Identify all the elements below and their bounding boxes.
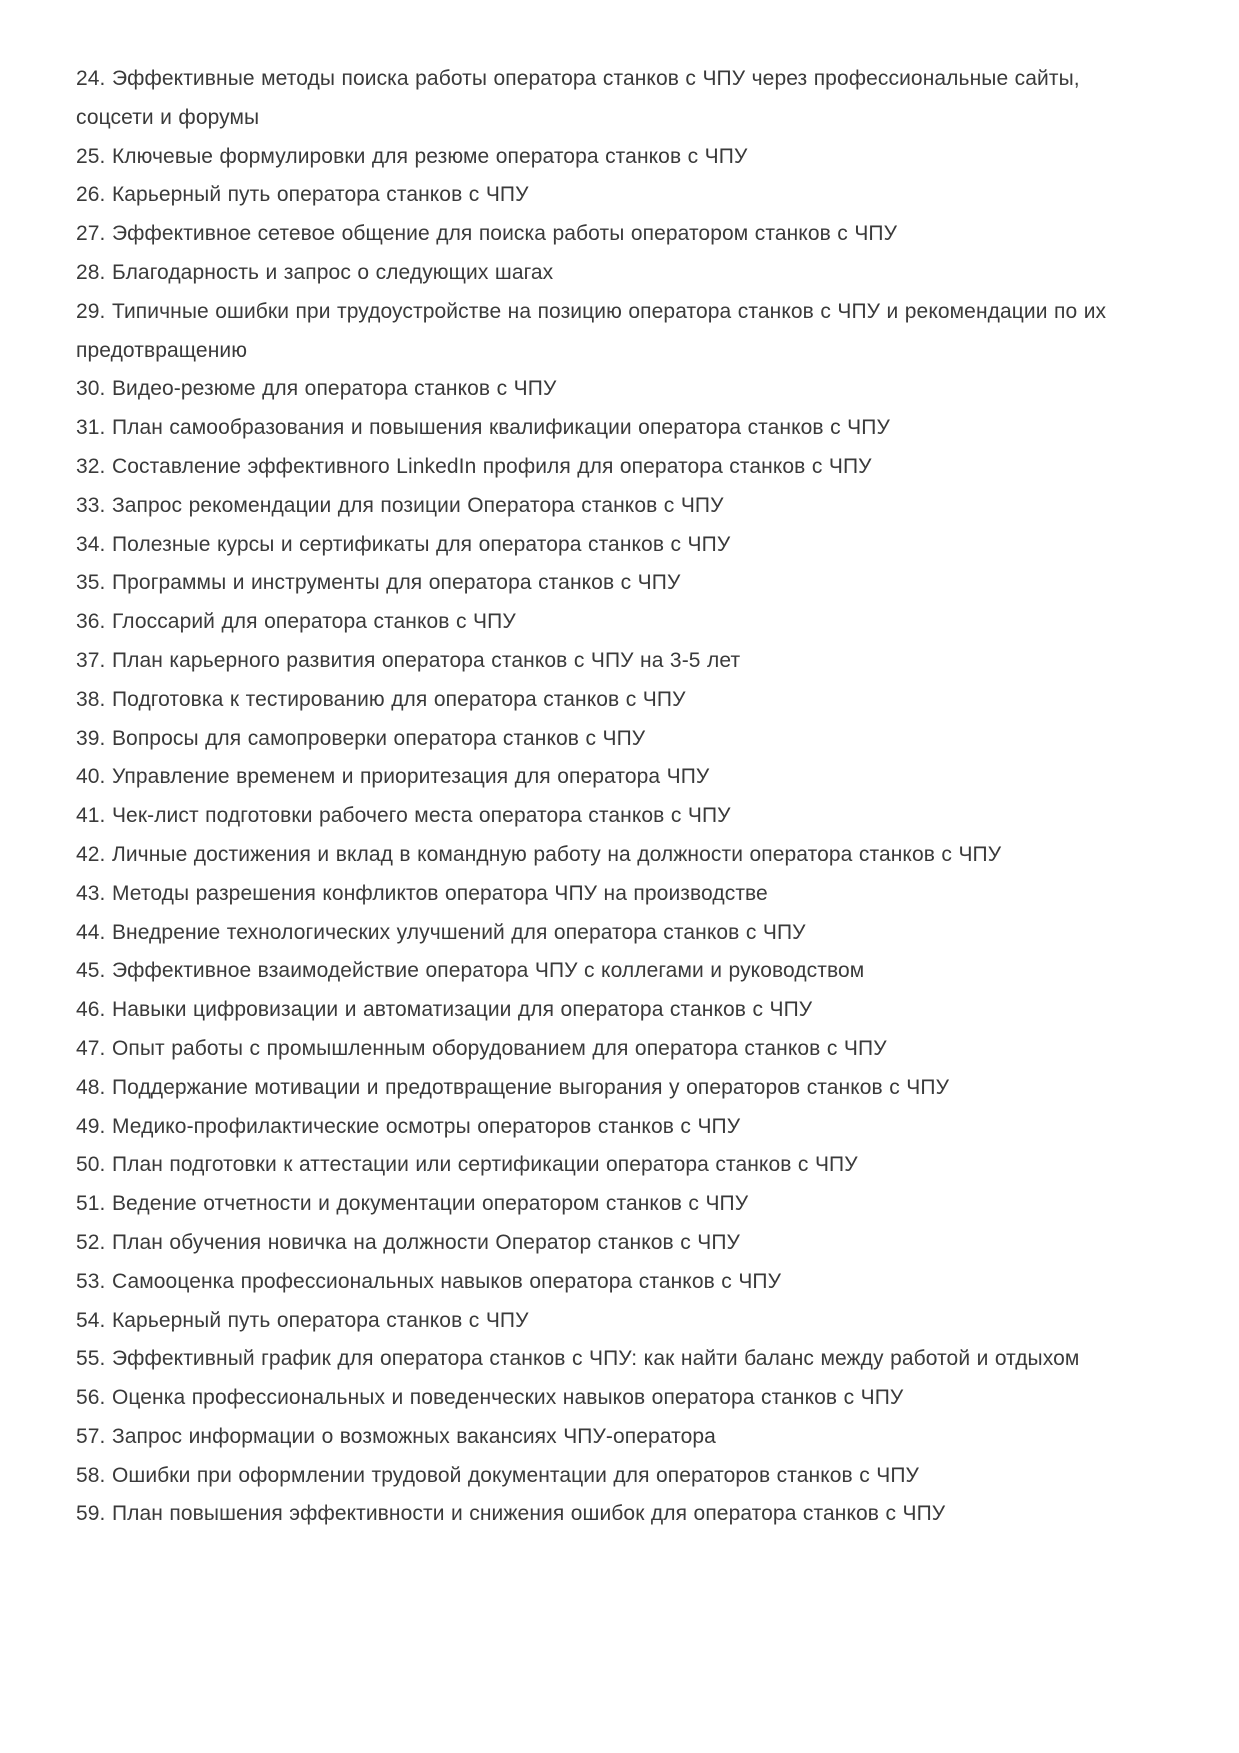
list-item	[76, 487, 1109, 526]
list-item	[76, 1224, 1109, 1263]
list-item	[76, 797, 1109, 836]
list-item	[76, 836, 1109, 875]
item-number: 55.	[76, 1347, 106, 1371]
item-number: 32.	[76, 454, 106, 478]
list-item	[76, 293, 1109, 371]
list-item	[76, 409, 1109, 448]
list-item	[76, 875, 1109, 914]
item-text: Запрос информации о возможных вакансиях ЧПУ-оператора	[111, 1424, 716, 1448]
item-number: 48.	[76, 1075, 106, 1099]
list-item	[76, 914, 1109, 953]
item-text: Эффективные методы поиска работы оператора станков с ЧПУ через профессиональные сайты, соцсети и форумы	[76, 67, 1080, 129]
item-number: 42.	[76, 842, 106, 866]
item-number: 45.	[76, 959, 106, 983]
item-text: Ведение отчетности и документации оператором станков с ЧПУ	[111, 1192, 749, 1216]
list-item	[76, 1379, 1109, 1418]
list-item	[76, 215, 1109, 254]
list-item	[76, 1495, 1109, 1534]
list-item	[76, 1108, 1109, 1147]
item-text: Поддержание мотивации и предотвращение выгорания у операторов станков с ЧПУ	[111, 1075, 950, 1099]
item-text: Типичные ошибки при трудоустройстве на позицию оператора станков с ЧПУ и рекомендации по их предотвращению	[76, 299, 1107, 362]
item-number: 24.	[76, 67, 106, 90]
item-number: 57.	[76, 1424, 106, 1448]
item-text: Навыки цифровизации и автоматизации для оператора станков с ЧПУ	[111, 998, 813, 1022]
list-item	[76, 681, 1109, 720]
item-number: 50.	[76, 1153, 106, 1177]
item-number: 59.	[76, 1502, 106, 1526]
list-item	[76, 1418, 1109, 1457]
item-number: 36.	[76, 610, 106, 634]
item-number: 56.	[76, 1386, 106, 1410]
item-text: План подготовки к аттестации или сертификации оператора станков с ЧПУ	[111, 1153, 858, 1177]
item-text: Управление временем и приоритезация для оператора ЧПУ	[111, 765, 710, 789]
item-number: 54.	[76, 1308, 106, 1332]
item-number: 30.	[76, 377, 106, 401]
list-item	[76, 642, 1109, 681]
list-item	[76, 138, 1109, 177]
item-number: 49.	[76, 1114, 106, 1138]
list-item	[76, 370, 1109, 409]
item-text: Эффективный график для оператора станков с ЧПУ: как найти баланс между работой и отдыхом	[111, 1347, 1080, 1371]
list-item	[76, 60, 1109, 138]
item-number: 37.	[76, 648, 106, 672]
item-number: 46.	[76, 998, 106, 1022]
item-text: План карьерного развития оператора станков с ЧПУ на 3-5 лет	[111, 648, 741, 672]
item-text: Подготовка к тестированию для оператора станков с ЧПУ	[111, 687, 686, 711]
item-number: 44.	[76, 920, 106, 944]
list-item	[76, 448, 1109, 487]
item-text: Карьерный путь оператора станков с ЧПУ	[111, 1308, 529, 1332]
item-text: Эффективное взаимодействие оператора ЧПУ с коллегами и руководством	[111, 959, 865, 983]
list-item	[76, 1146, 1109, 1185]
item-text: Эффективное сетевое общение для поиска работы оператором станков с ЧПУ	[111, 222, 898, 246]
item-text: Карьерный путь оператора станков с ЧПУ	[111, 183, 529, 207]
item-text: Личные достижения и вклад в командную работу на должности оператора станков с ЧПУ	[111, 842, 1002, 866]
list-item	[76, 1340, 1109, 1379]
item-text: Видео-резюме для оператора станков с ЧПУ	[111, 377, 557, 401]
list-item	[76, 1185, 1109, 1224]
item-text: План повышения эффективности и снижения ошибок для оператора станков с ЧПУ	[111, 1502, 946, 1526]
item-number: 41.	[76, 804, 106, 828]
item-text: Вопросы для самопроверки оператора станков с ЧПУ	[111, 726, 646, 750]
item-number: 40.	[76, 765, 106, 789]
item-text: Внедрение технологических улучшений для оператора станков с ЧПУ	[111, 920, 806, 944]
item-number: 35.	[76, 571, 106, 595]
item-number: 26.	[76, 183, 106, 207]
item-text: Чек-лист подготовки рабочего места оператора станков с ЧПУ	[111, 804, 731, 828]
item-text: Ключевые формулировки для резюме оператора станков с ЧПУ	[111, 144, 748, 168]
item-number: 39.	[76, 726, 106, 750]
item-text: Составление эффективного LinkedIn профиля для оператора станков с ЧПУ	[111, 454, 872, 478]
list-item	[76, 254, 1109, 293]
item-number: 52.	[76, 1230, 106, 1254]
list-item	[76, 526, 1109, 565]
list-item	[76, 1030, 1109, 1069]
item-number: 28.	[76, 260, 106, 284]
item-number: 43.	[76, 881, 106, 905]
list-item	[76, 952, 1109, 991]
item-text: Запрос рекомендации для позиции Оператора станков с ЧПУ	[111, 493, 724, 517]
item-number: 34.	[76, 532, 106, 556]
item-text: Опыт работы с промышленным оборудованием для оператора станков с ЧПУ	[111, 1036, 887, 1060]
item-text: Самооценка профессиональных навыков оператора станков с ЧПУ	[111, 1269, 782, 1293]
item-text: Глоссарий для оператора станков с ЧПУ	[111, 610, 516, 634]
item-number: 29.	[76, 299, 106, 323]
item-text: Медико-профилактические осмотры операторов станков с ЧПУ	[111, 1114, 741, 1138]
item-number: 58.	[76, 1463, 106, 1487]
list-item	[76, 1263, 1109, 1302]
item-text: Ошибки при оформлении трудовой документации для операторов станков с ЧПУ	[111, 1463, 919, 1487]
list-item	[76, 176, 1109, 215]
item-number: 51.	[76, 1192, 106, 1216]
list-item	[76, 758, 1109, 797]
list-item	[76, 1302, 1109, 1341]
item-number: 33.	[76, 493, 106, 517]
item-text: Методы разрешения конфликтов оператора ЧПУ на производстве	[111, 881, 768, 905]
item-number: 25.	[76, 144, 106, 168]
item-text: Оценка профессиональных и поведенческих навыков оператора станков с ЧПУ	[111, 1386, 904, 1410]
item-number: 31.	[76, 416, 106, 440]
list-item	[76, 1457, 1109, 1496]
list-item	[76, 1069, 1109, 1108]
item-number: 53.	[76, 1269, 106, 1293]
item-text: План обучения новичка на должности Оператор станков с ЧПУ	[111, 1230, 740, 1254]
item-text: Программы и инструменты для оператора станков с ЧПУ	[111, 571, 681, 595]
item-text: Благодарность и запрос о следующих шагах	[111, 260, 554, 284]
item-text: План самообразования и повышения квалификации оператора станков с ЧПУ	[111, 416, 890, 440]
item-number: 47.	[76, 1036, 106, 1060]
numbered-list	[76, 60, 1109, 1534]
list-item	[76, 991, 1109, 1030]
item-number: 38.	[76, 687, 106, 711]
list-item	[76, 720, 1109, 759]
item-text: Полезные курсы и сертификаты для оператора станков с ЧПУ	[111, 532, 731, 556]
list-item	[76, 564, 1109, 603]
list-item	[76, 603, 1109, 642]
item-number: 27.	[76, 222, 106, 246]
